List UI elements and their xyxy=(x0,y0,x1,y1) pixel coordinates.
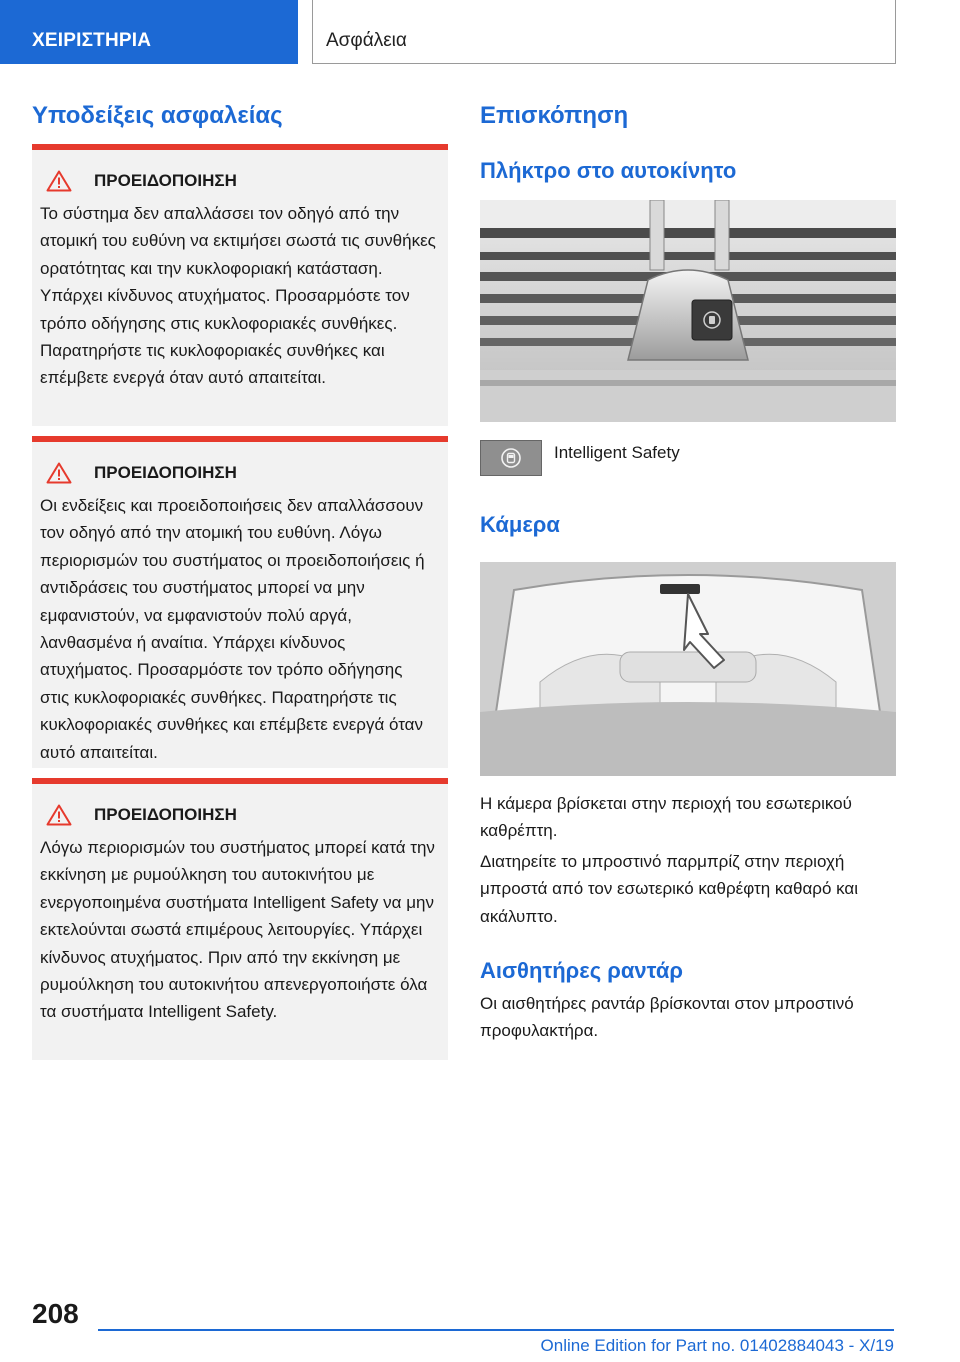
camera-location-photo xyxy=(480,562,896,776)
header-chapter-label: Ασφάλεια xyxy=(326,30,407,51)
page-number: 208 xyxy=(32,1298,79,1329)
radar-paragraph: Οι αισθητήρες ραντάρ βρίσκονται στον μπροστινό προφυλακτήρα. xyxy=(480,994,854,1041)
intelligent-safety-icon xyxy=(500,447,522,469)
camera-heading: Κάμερα xyxy=(480,512,560,537)
warning-title-3: ΠΡΟΕΙΔΟΠΟΙΗΣΗ xyxy=(40,802,436,828)
left-column xyxy=(32,96,448,1022)
footer-edition: Online Edition for Part no. 01402884043 - X/19 xyxy=(540,1336,894,1355)
warning-title-1: ΠΡΟΕΙΔΟΠΟΙΗΣΗ xyxy=(40,168,436,194)
warning-text-1: Το σύστημα δεν απαλλάσσει τον οδηγό από την ατομική του ευθύνη να εκτιμήσει σωστά τις συνθήκες ορατότητας και την κυκλοφοριακή κατάσταση. Υπάρχει κίνδυνος ατυχήματος. Προσαρμόστε τον τρόπο οδήγησης στις κυκλοφοριακές συνθήκες. Παρατηρήστε τις κυκλοφοριακές συνθήκες και επέμβετε ενεργά όταν αυτό απαιτείται. xyxy=(40,204,436,388)
warning-box-3 xyxy=(32,778,448,1060)
intelligent-safety-button-thumbnail xyxy=(480,440,542,476)
footer-rule xyxy=(98,1329,894,1331)
overview-title: Επισκόπηση xyxy=(480,102,629,129)
warning-text-2: Οι ενδείξεις και προειδοποιήσεις δεν απαλλάσσουν τον οδηγό από την ατομική του ευθύνη. Λόγω περιορισμών του συστήματος οι προειδοποιήσεις ή αντιδράσεις του συστήματος μπορεί να μην εμφανιστούν, να εμφανιστούν πολύ αργά, λανθασμένα ή αναίτια. Υπάρχει κίνδυνος ατυχήματος. Προσαρμόστε τον τρόπο οδήγησης στις κυκλοφοριακές συνθήκες. Παρατηρήστε τις κυκλοφοριακές συνθήκες και επέμβετε ενεργά όταν αυτό απαιτείται. xyxy=(40,496,425,762)
warning-title-2: ΠΡΟΕΙΔΟΠΟΙΗΣΗ xyxy=(40,460,436,486)
warning-box-1 xyxy=(32,144,448,426)
button-panel-photo xyxy=(480,200,896,422)
camera-paragraph-2: Διατηρείτε το μπροστινό παρμπρίζ στην περιοχή μπροστά από τον εσωτερικό καθρέφτη καθαρό και ακάλυπτο. xyxy=(480,852,859,926)
header-section-label: ΧΕΙΡΙΣΤΗΡΙΑ xyxy=(32,30,152,51)
intelligent-safety-label: Intelligent Safety xyxy=(554,443,680,462)
safety-notes-title: Υποδείξεις ασφαλείας xyxy=(32,102,283,129)
warning-box-2 xyxy=(32,436,448,768)
radar-heading: Αισθητήρες ραντάρ xyxy=(480,958,683,983)
button-heading: Πλήκτρο στο αυτοκίνητο xyxy=(480,158,737,183)
warning-triangle-icon xyxy=(46,462,72,484)
header-chapter-box xyxy=(312,0,896,64)
header-section-tab xyxy=(0,0,298,64)
warning-triangle-icon xyxy=(46,804,72,826)
right-column xyxy=(480,96,896,1041)
warning-text-3: Λόγω περιορισμών του συστήματος μπορεί κατά την εκκίνηση με ρυμούλκηση του αυτοκινήτου με ενεργοποιημένα συστήματα Intelligent Safety να μην εκτελούνται σωστά επιμέρους λειτουργίες. Υπάρχει κίνδυνος ατυχήματος. Πριν από την εκκίνηση με ρυμούλκηση του αυτοκινήτου απενεργοποιήστε όλα τα συστήματα Intelligent Safety. xyxy=(40,838,435,1022)
warning-triangle-icon xyxy=(46,170,72,192)
camera-paragraph-1: Η κάμερα βρίσκεται στην περιοχή του εσωτερικού καθρέπτη. xyxy=(480,794,852,841)
